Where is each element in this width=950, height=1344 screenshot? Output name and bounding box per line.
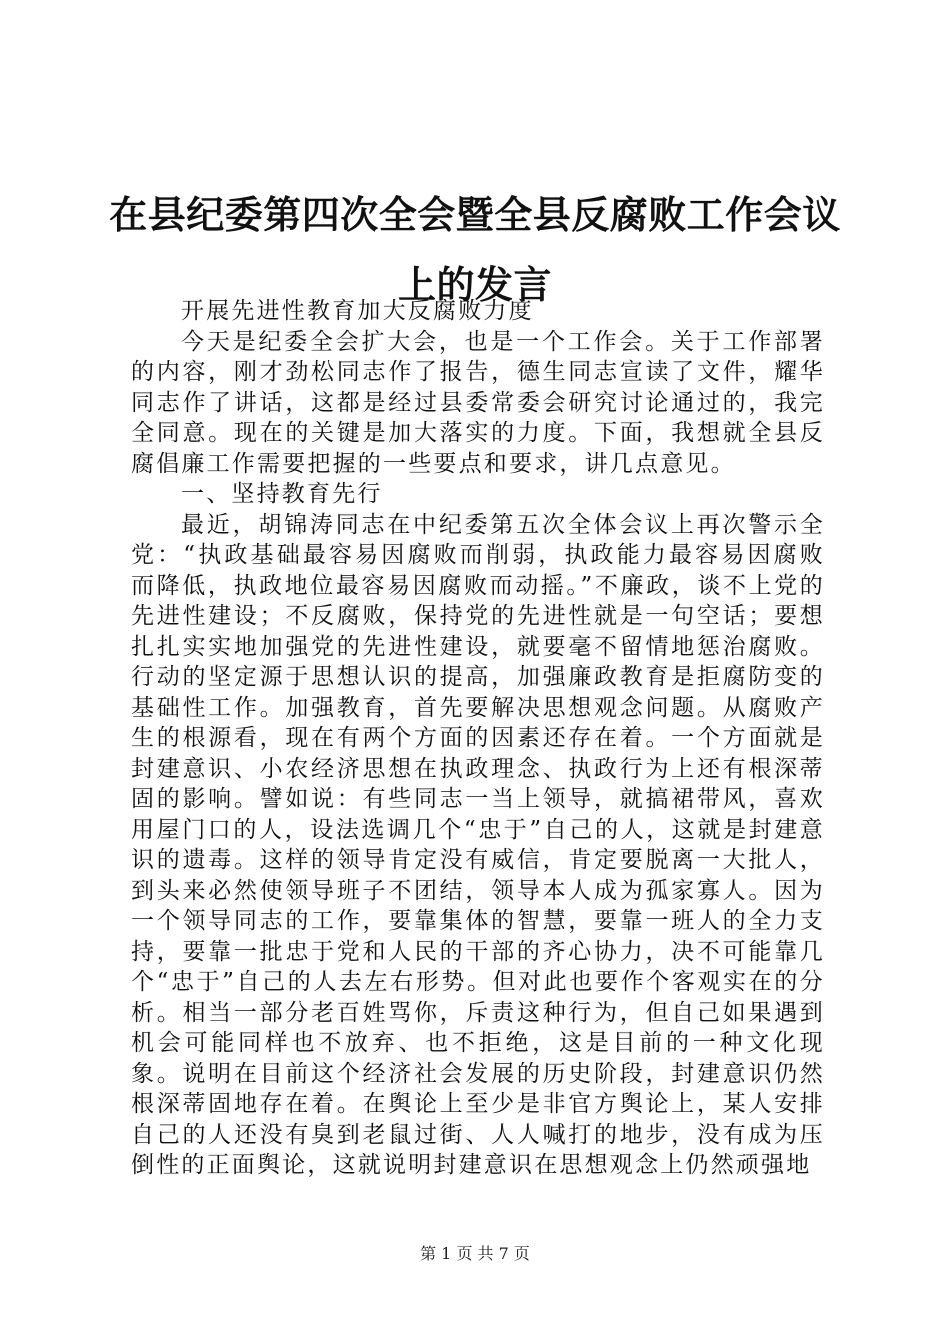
subtitle-paragraph: 开展先进性教育加大反腐败力度: [181, 298, 534, 324]
section-heading: 一、坚持教育先行: [181, 481, 383, 507]
page-footer: 第 1 页 共 7 页: [420, 1244, 530, 1263]
document-title: 在县纪委第四次全会暨全县反腐败工作会议上的发言: [109, 193, 841, 307]
intro-paragraph: 今天是纪委全会扩大会，也是一个工作会。关于工作部署的内容，刚才劲松同志作了报告，德生同志宣读了文件，耀华同志作了讲话，这都是经过县委常委会研究讨论通过的，我完全同意。现在的关键是加大落实的力度。下面，我想就全县反腐倡廉工作需要把握的一些要点和要求，讲几点意见。: [131, 328, 825, 477]
document-body: [131, 296, 825, 1181]
body-paragraph: 最近，胡锦涛同志在中纪委第五次全体会议上再次警示全党：“执政基础最容易因腐败而削弱，执政能力最容易因腐败而降低，执政地位最容易因腐败而动摇。”不廉政，谈不上党的先进性建设；不反腐败，保持党的先进性就是一句空话；要想扎扎实实地加强党的先进性建设，就要毫不留情地惩治腐败。行动的坚定源于思想认识的提高，加强廉政教育是拒腐防变的基础性工作。加强教育，首先要解决思想观念问题。从腐败产生的根源看，现在有两个方面的因素还存在着。一个方面就是封建意识、小农经济思想在执政理念、执政行为上还有根深蒂固的影响。譬如说：有些同志一当上领导，就搞裙带风，喜欢用屋门口的人，设法选调几个“忠于”自己的人，这就是封建意识的遗毒。这样的领导肯定没有威信，肯定要脱离一大批人，到头来必然使领导班子不团结，领导本人成为孤家寡人。因为一个领导同志的工作，要靠集体的智慧，要靠一班人的全力支持，要靠一批忠于党和人民的干部的齐心协力，决不可能靠几个“忠于”自己的人去左右形势。但对此也要作个客观实在的分析。相当一部分老百姓骂你，斥责这种行为，但自己如果遇到机会可能同样也不放弃、也不拒绝，这是目前的一种文化现象。说明在目前这个经济社会发展的历史阶段，封建意识仍然根深蒂固地存在着。在舆论上至少是非官方舆论上，某人安排自己的人还没有臭到老鼠过街、人人喊打的地步，没有成为压倒性的正面舆论，这就说明封建意识在思想观念上仍然顽强地: [131, 511, 825, 1178]
